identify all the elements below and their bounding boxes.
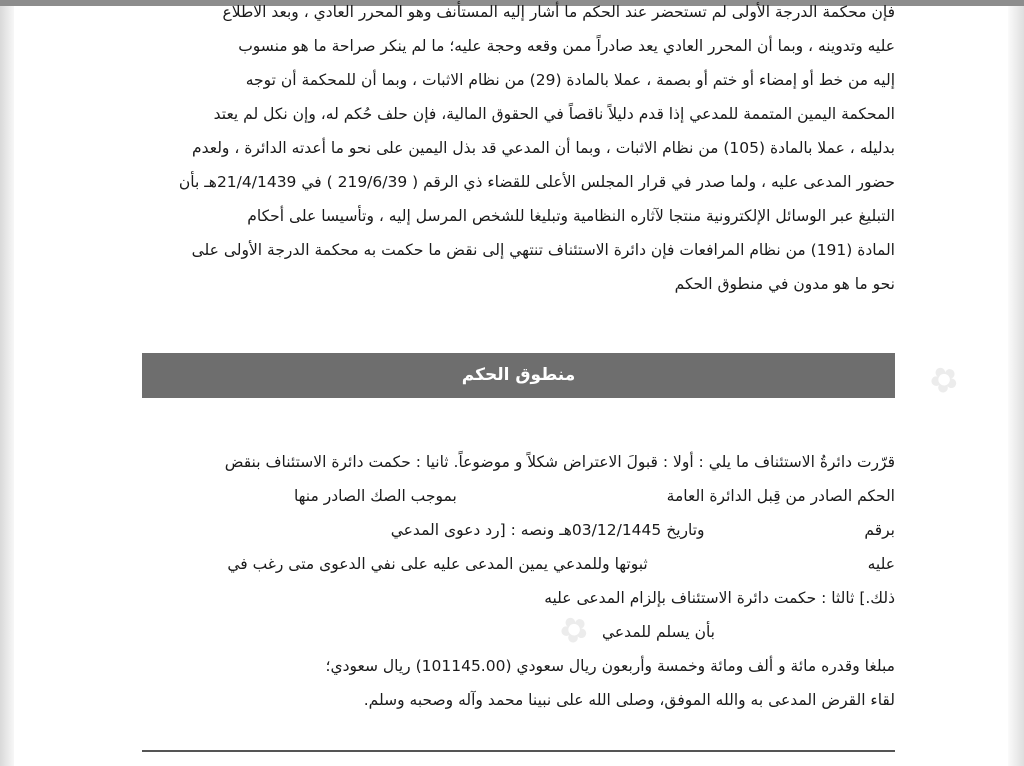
- reasoning-line: المحكمة اليمين المتممة للمدعي إذا قدم دليلاً ناقصاً في الحقوق المالية، فإن حلف حُكم له، وإن نكل لم يعتد: [213, 105, 895, 123]
- watermark-mark: ✿: [922, 355, 967, 405]
- reasoning-line: حضور المدعى عليه ، ولما صدر في قرار المجلس الأعلى للقضاء ذي الرقم ( 219/6/39 ) في 21/4/1439هـ بأن: [178, 173, 895, 191]
- right-page-edge: [1008, 6, 1024, 766]
- reasoning-line: إليه من خط أو إمضاء أو ختم أو بصمة ، عملا بالمادة (29) من نظام الاثبات ، وبما أن للمحكمة أن توجه: [245, 71, 895, 89]
- verdict-line: [142, 479, 895, 513]
- verdict-line: [142, 615, 895, 649]
- verdict-line: قرّرت دائرةُ الاستئناف ما يلي : أولا : قبولَ الاعتراض شكلاً و موضوعاً. ثانيا : حكمت دائرة الاستئناف بنقض: [224, 453, 895, 471]
- verdict-text: برقم: [864, 521, 895, 539]
- verdict-text: بموجب الصك الصادر منها: [293, 487, 457, 505]
- reasoning-line: عليه وتدوينه ، وبما أن المحرر العادي يعد صادراً ممن وقعه وحجة عليه؛ ما لم ينكر صراحة ما هو منسوب: [238, 37, 895, 55]
- verdict-text: ثبوتها وللمدعي يمين المدعى عليه على نفي الدعوى متى رغب في: [227, 555, 648, 573]
- verdict-text: عليه: [867, 555, 895, 573]
- reasoning-line: التبليغ عبر الوسائل الإلكترونية منتجا لآثاره النظامية وتبليغا للشخص المرسل إليه ، وتأسيسا على أحكام: [247, 207, 895, 225]
- verdict-text: الحكم الصادر من قِبل الدائرة العامة: [666, 487, 895, 505]
- verdict-line: لقاء القرض المدعى به والله الموفق، وصلى الله على نبينا محمد وآله وصحبه وسلم.: [363, 691, 895, 709]
- verdict-line: [142, 547, 895, 581]
- reasoning-line: بدليله ، عملا بالمادة (105) من نظام الاثبات ، وبما أن المدعي قد بذل اليمين على نحو ما أعدته الدائرة ، ولعدم: [192, 139, 895, 157]
- verdict-paragraph: [142, 445, 895, 717]
- verdict-text: وتاريخ 03/12/1445هـ ونصه : [رد دعوى المدعي: [390, 521, 705, 539]
- section-heading: منطوق الحكم: [142, 353, 895, 398]
- reasoning-line: نحو ما هو مدون في منطوق الحكم: [674, 275, 895, 293]
- watermark-mark: ✿: [552, 605, 597, 655]
- verdict-line: مبلغا وقدره مائة و ألف ومائة وخمسة وأربعون ريال سعودي (101145.00) ريال سعودي؛: [325, 657, 895, 675]
- reasoning-line: فإن محكمة الدرجة الأولى لم تستحضر عند الحكم ما أشار إليه المستأنف وهو المحرر العادي ، وبعد الاطلاع: [222, 3, 895, 21]
- reasoning-line: المادة (191) من نظام المرافعات فإن دائرة الاستئناف تنتهي إلى نقض ما حكمت به محكمة الدرجة الأولى على: [191, 241, 895, 259]
- verdict-text: بأن يسلم للمدعي: [602, 623, 715, 641]
- redacted-area: [653, 556, 863, 574]
- redacted-area: [709, 522, 859, 540]
- left-page-edge: [0, 6, 14, 766]
- reasoning-paragraph: [142, 0, 895, 301]
- verdict-line: ذلك.] ثالثا : حكمت دائرة الاستئناف بإلزام المدعى عليه: [544, 589, 895, 607]
- redacted-area: [462, 488, 662, 506]
- verdict-line: [142, 513, 895, 547]
- bottom-divider: [142, 750, 895, 752]
